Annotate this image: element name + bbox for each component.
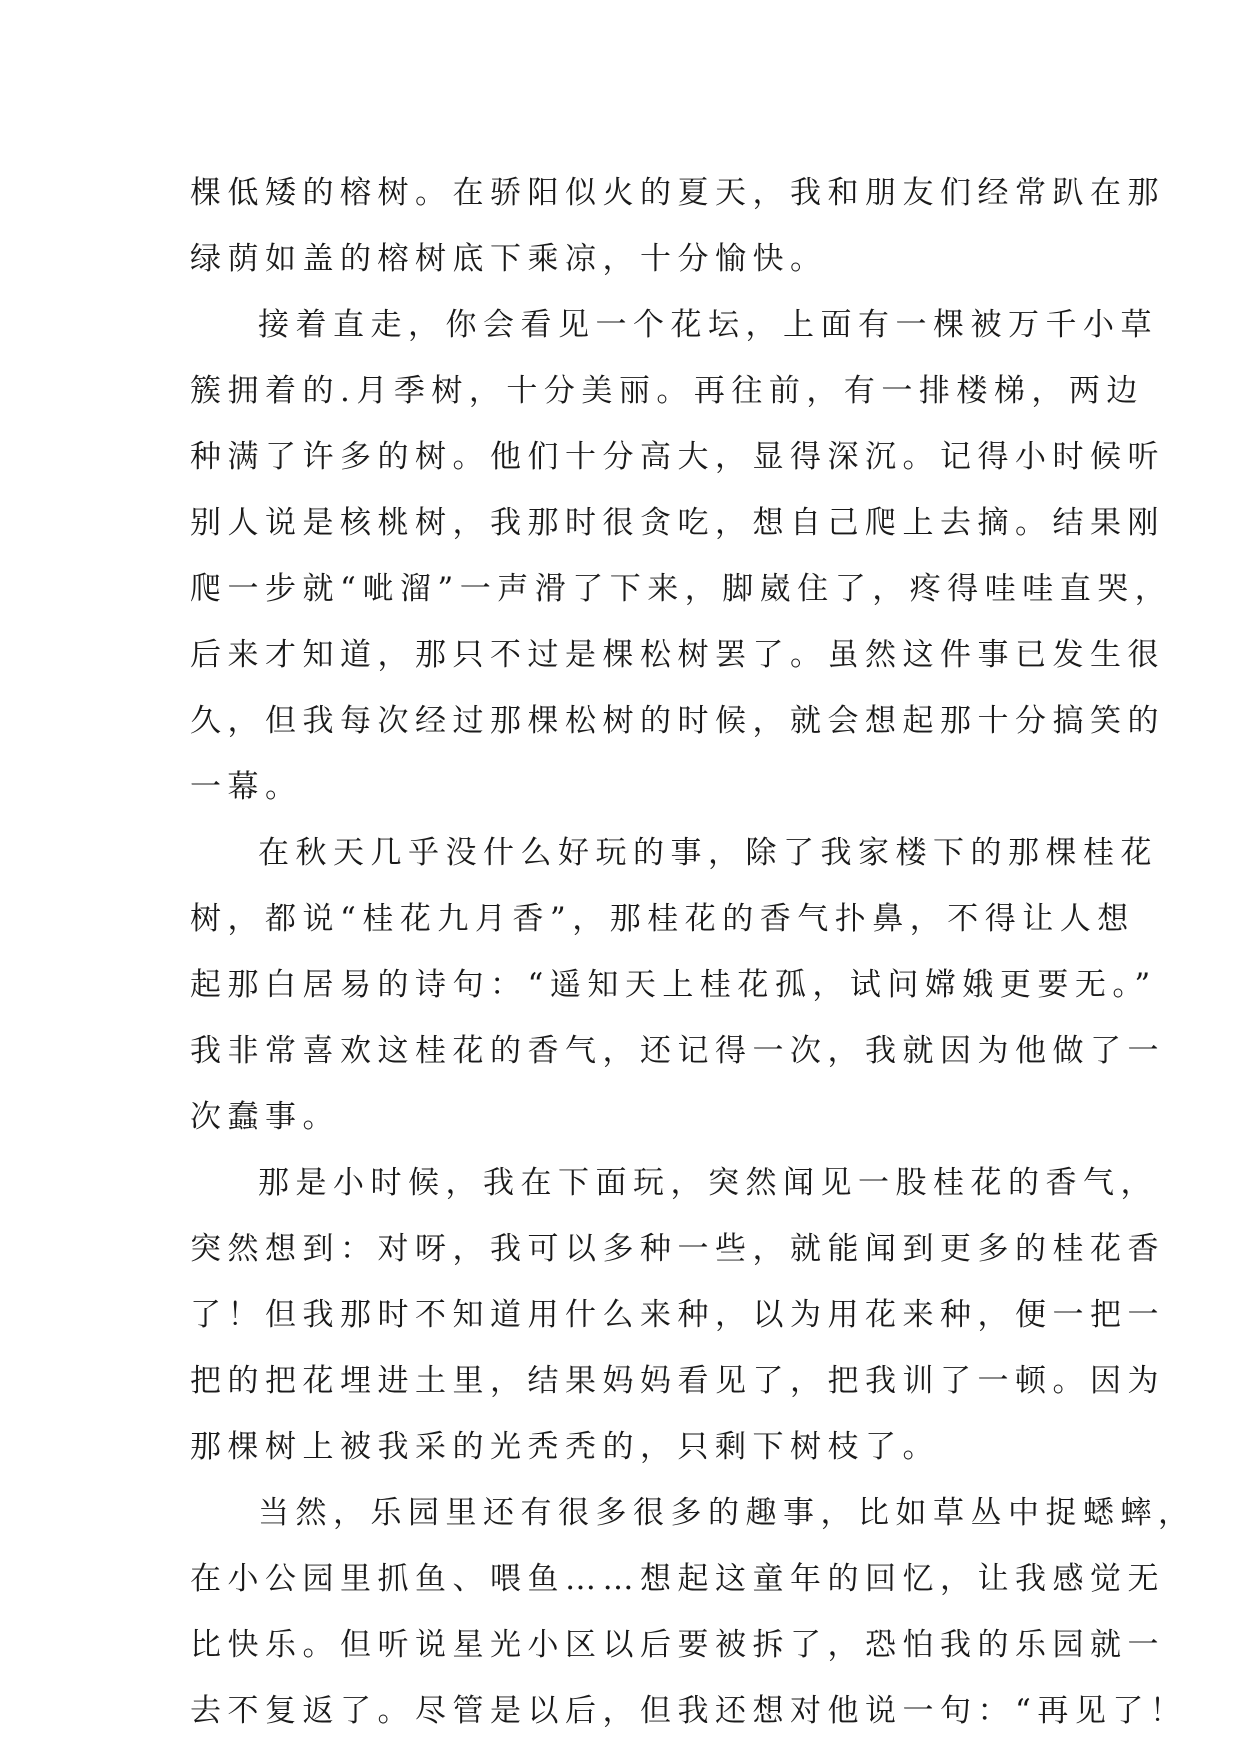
text-line: 种满了许多的树。他们十分高大，显得深沉。记得小时候听 bbox=[190, 439, 1165, 475]
paragraph-2 bbox=[190, 292, 1173, 820]
text-line: 我非常喜欢这桂花的香气，还记得一次，我就因为他做了一 bbox=[190, 1033, 1165, 1069]
text-line: 当然，乐园里还有很多很多的趣事，比如草丛中捉蟋蟀， bbox=[258, 1495, 1196, 1531]
text-line: 在秋天几乎没什么好玩的事，除了我家楼下的那棵桂花 bbox=[258, 835, 1158, 871]
paragraph-4 bbox=[190, 1150, 1165, 1480]
document-page bbox=[190, 160, 1196, 1744]
text-line: 那是小时候，我在下面玩，突然闻见一股桂花的香气， bbox=[258, 1165, 1158, 1201]
text-line: 爬一步就“呲溜”一声滑了下来，脚崴住了，疼得哇哇直哭， bbox=[190, 571, 1173, 607]
text-line: 后来才知道，那只不过是棵松树罢了。虽然这件事已发生很 bbox=[190, 637, 1165, 673]
text-line: 次蠢事。 bbox=[190, 1099, 340, 1135]
text-line: 比快乐。但听说星光小区以后要被拆了，恐怕我的乐园就一 bbox=[190, 1627, 1165, 1663]
text-line: 突然想到：对呀，我可以多种一些，就能闻到更多的桂花香 bbox=[190, 1231, 1165, 1267]
text-line: 了！但我那时不知道用什么来种，以为用花来种，便一把一 bbox=[190, 1297, 1165, 1333]
text-line: 起那白居易的诗句：“遥知天上桂花孤，试问嫦娥更要无。” bbox=[190, 967, 1157, 1003]
text-line: 簇拥着的.月季树，十分美丽。再往前，有一排楼梯，两边 bbox=[190, 373, 1144, 409]
paragraph-5 bbox=[190, 1480, 1196, 1744]
text-line: 棵低矮的榕树。在骄阳似火的夏天，我和朋友们经常趴在那 bbox=[190, 175, 1165, 211]
paragraph-1 bbox=[190, 160, 1165, 292]
text-line: 别人说是核桃树，我那时很贪吃，想自己爬上去摘。结果刚 bbox=[190, 505, 1165, 541]
text-line: 把的把花埋进土里，结果妈妈看见了，把我训了一顿。因为 bbox=[190, 1363, 1165, 1399]
text-line: 一幕。 bbox=[190, 769, 303, 805]
text-line: 绿荫如盖的榕树底下乘凉，十分愉快。 bbox=[190, 241, 828, 277]
text-line: 在小公园里抓鱼、喂鱼……想起这童年的回忆，让我感觉无 bbox=[190, 1561, 1165, 1597]
paragraph-3 bbox=[190, 820, 1165, 1150]
text-line: 接着直走，你会看见一个花坛，上面有一棵被万千小草 bbox=[258, 307, 1158, 343]
text-line: 那棵树上被我采的光秃秃的，只剩下树枝了。 bbox=[190, 1429, 940, 1465]
text-line: 久，但我每次经过那棵松树的时候，就会想起那十分搞笑的 bbox=[190, 703, 1165, 739]
text-line: 去不复返了。尽管是以后，但我还想对他说一句：“再见了！ bbox=[190, 1693, 1188, 1729]
text-line: 树，都说“桂花九月香”，那桂花的香气扑鼻，不得让人想 bbox=[190, 901, 1135, 937]
